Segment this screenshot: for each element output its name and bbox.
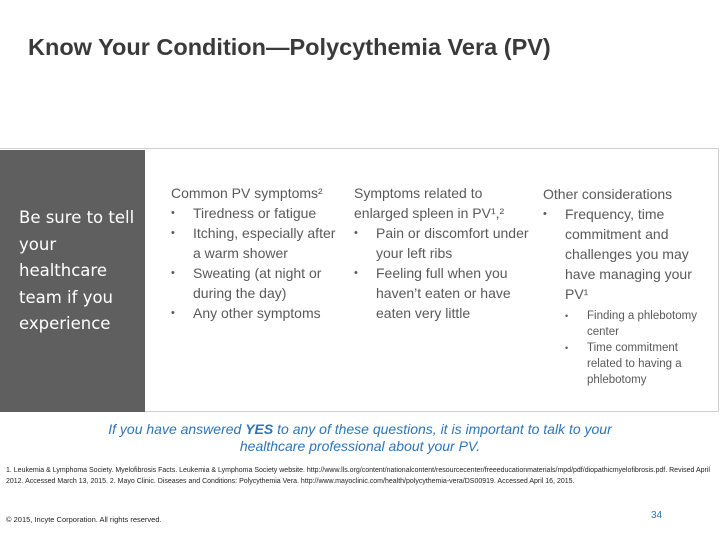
list-item: • Frequency, time commitment and challenges you may have managing your PV¹ — [543, 204, 703, 304]
call-to-action — [90, 421, 630, 455]
column-heading: Symptoms related to enlarged spleen in PV¹,² — [354, 185, 505, 221]
list-item: • Pain or discomfort under your left ribs — [354, 223, 534, 263]
symptom-list — [354, 223, 534, 323]
list-item: • Sweating (at night or during the day) — [171, 263, 343, 303]
page-number: 34 — [651, 510, 663, 521]
list-item: • Itching, especially after a warm shower — [171, 223, 343, 263]
consideration-sublist — [565, 308, 703, 388]
consideration-list — [543, 204, 703, 304]
column-common-symptoms — [171, 183, 343, 323]
page-title: Know Your Condition—Polycythemia Vera (PV) — [28, 34, 551, 60]
symptom-list — [171, 203, 343, 323]
column-spleen-symptoms — [354, 183, 534, 323]
list-item: • Finding a phlebotomy center — [565, 308, 703, 340]
list-item: • Time commitment related to having a phlebotomy — [565, 340, 703, 388]
copyright-notice: © 2015, Incyte Corporation. All rights reserved. — [6, 515, 162, 524]
references: 1. Leukemia & Lymphoma Society. Myelofibrosis Facts. Leukemia & Lymphoma Society website. http://www.lls.org/content/nationalcontent/resourcecenter/freeeducationmaterials/mpd/pdf/diopathicmyelofibrosis.pdf. Revised April 2012. Accessed March 13, 2015. 2. Mayo Clinic. Diseases and Conditions: Polycythemia Vera. http://www.mayoclinic.com/health/polycythemia-vera/DS00919. Accessed April 16, 2015. — [6, 467, 710, 485]
sidebar-callout: Be sure to tell your healthcare team if you experience — [19, 208, 135, 333]
column-heading: Other considerations — [543, 186, 673, 202]
cta-prefix: If you have answered — [108, 421, 246, 437]
list-item: • Any other symptoms — [171, 303, 343, 323]
list-item: • Tiredness or fatigue — [171, 203, 343, 223]
list-item: • Feeling full when you haven’t eaten or have eaten very little — [354, 263, 534, 323]
cta-suffix: to any of these questions, it is important to talk to your healthcare professional about your PV. — [239, 421, 612, 454]
column-heading: Common PV symptoms² — [171, 185, 323, 201]
column-other-considerations — [543, 184, 703, 388]
cta-emphasis: YES — [245, 421, 274, 437]
